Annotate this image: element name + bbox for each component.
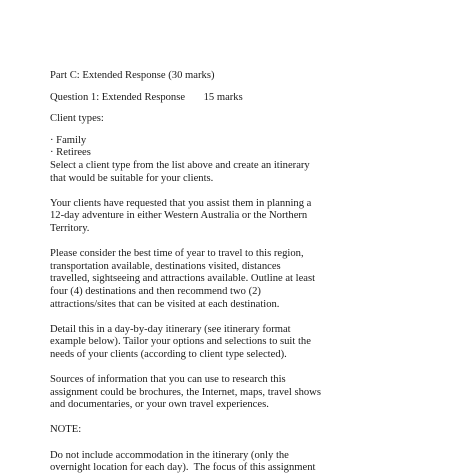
paragraph-2-line-2: 12-day adventure in either Western Australia or the Northern xyxy=(50,210,308,222)
paragraph-2-line-3: Territory. xyxy=(50,222,90,234)
client-types-label: Client types: xyxy=(50,113,104,125)
paragraph-4-line-2: example below). Tailor your options and selections to suit the xyxy=(50,336,311,348)
paragraph-5-line-3: and documentaries, or your own travel experiences. xyxy=(50,399,269,411)
paragraph-4-line-1: Detail this in a day-by-day itinerary (see itinerary format xyxy=(50,323,291,335)
client-type-retirees: · Retirees xyxy=(50,147,91,159)
paragraph-3-line-2: transportation available, destinations visited, distances xyxy=(50,260,281,272)
paragraph-1-line-2: that would be suitable for your clients. xyxy=(50,172,214,184)
note-line-1: Do not include accommodation in the itinerary (only the xyxy=(50,449,289,461)
paragraph-5-line-1: Sources of information that you can use to research this xyxy=(50,374,286,386)
paragraph-2-line-1: Your clients have requested that you assist them in planning a xyxy=(50,197,312,209)
paragraph-4-line-3: needs of your clients (according to client type selected). xyxy=(50,348,287,360)
note-label: NOTE: xyxy=(50,424,82,436)
client-type-family: · Family xyxy=(50,134,87,146)
paragraph-3-line-4: four (4) destinations and then recommend two (2) xyxy=(50,285,261,297)
paragraph-3-line-5: attractions/sites that can be visited at each destination. xyxy=(50,298,280,310)
paragraph-1-line-1: Select a client type from the list above and create an itinerary xyxy=(50,159,310,171)
document-page xyxy=(50,70,450,475)
paragraph-5-line-2: assignment could be brochures, the Internet, maps, travel shows xyxy=(50,386,321,398)
question-heading: Question 1: Extended Response 15 marks xyxy=(50,91,243,103)
note-line-2: overnight location for each day). The focus of this assignment xyxy=(50,462,316,474)
part-heading: Part C: Extended Response (30 marks) xyxy=(50,70,215,81)
paragraph-3-line-3: travelled, sightseeing and attractions available. Outline at least xyxy=(50,273,316,285)
paragraph-3-line-1: Please consider the best time of year to travel to this region, xyxy=(50,248,304,260)
